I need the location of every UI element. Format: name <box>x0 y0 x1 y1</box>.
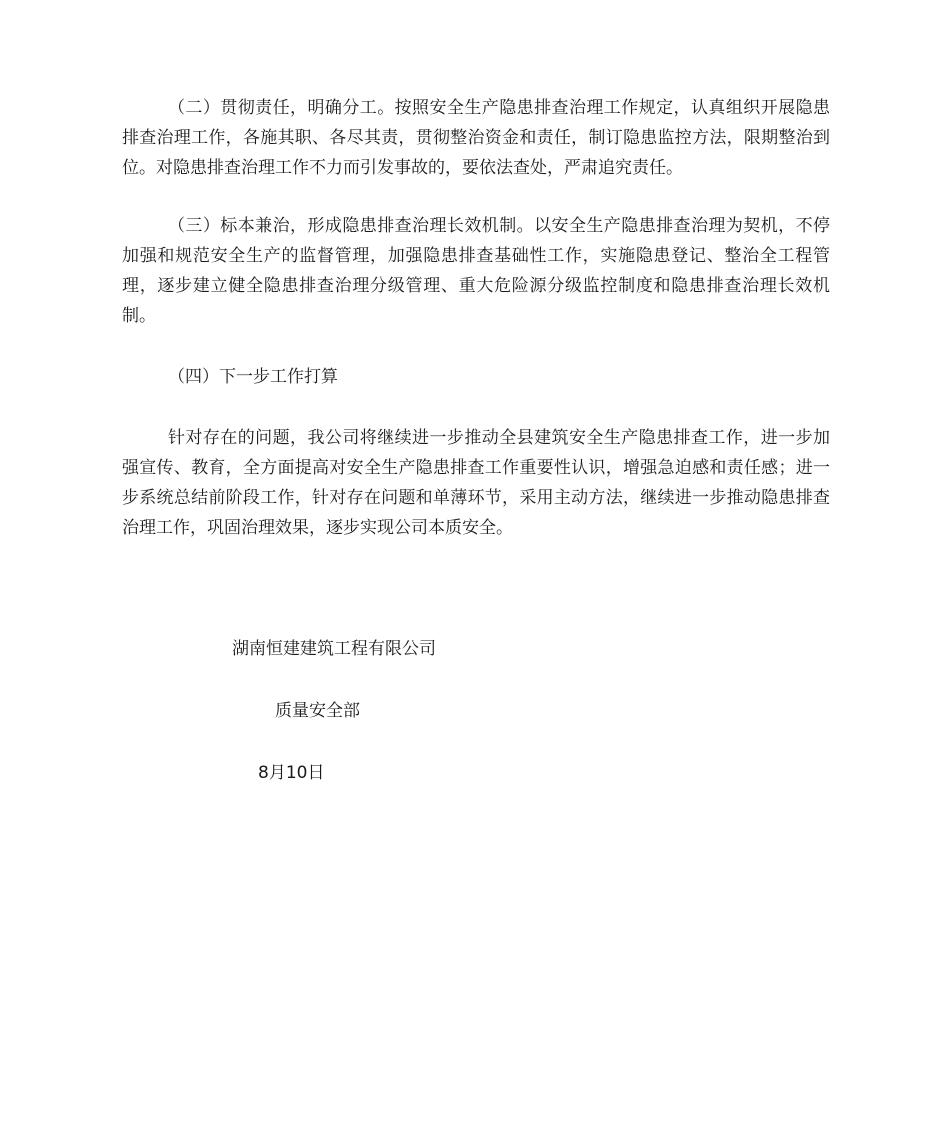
paragraph-next-steps-heading: （四）下一步工作打算 <box>168 367 338 387</box>
paragraph-long-term-mechanism: （三）标本兼治，形成隐患排查治理长效机制。以安全生产隐患排查治理为契机，不停加强和规范安全生产的监督管理，加强隐患排查基础性工作，实施隐患登记、整治全工程管理，逐步建立健全隐患排查治理分级管理、重大危险源分级监控制度和隐患排查治理长效机制。 <box>122 216 830 326</box>
signature-company: 湖南恒建建筑工程有限公司 <box>232 639 436 659</box>
paragraph-responsibility: （二）贯彻责任，明确分工。按照安全生产隐患排查治理工作规定，认真组织开展隐患排查治理工作，各施其职、各尽其责，贯彻整治资金和责任，制订隐患监控方法，限期整治到位。对隐患排查治理工作不力而引发事故的，要依法查处，严肃追究责任。 <box>122 98 830 178</box>
paragraph-next-steps: 针对存在的问题，我公司将继续进一步推动全县建筑安全生产隐患排查工作，进一步加强宣传、教育，全方面提高对安全生产隐患排查工作重要性认识，增强急迫感和责任感；进一步系统总结前阶段工作，针对存在问题和单薄环节，采用主动方法，继续进一步推动隐患排查治理工作，巩固治理效果，逐步实现公司本质安全。 <box>122 428 830 538</box>
signature-department: 质量安全部 <box>275 701 360 721</box>
signature-date: 8月10日 <box>258 763 325 783</box>
